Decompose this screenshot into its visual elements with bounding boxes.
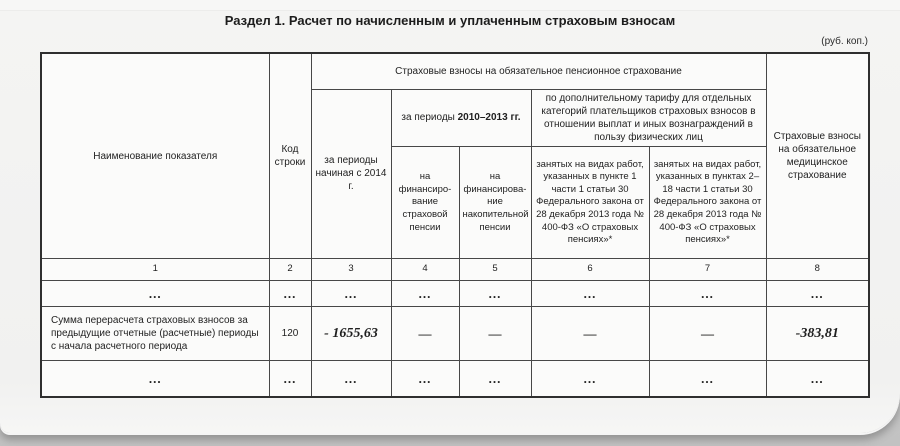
ellipsis-cell: ... bbox=[391, 281, 459, 307]
header-additional-tariff-group: по дополнительному тарифу для отдельных категорий плательщиков страховых взносов в отношении выплат и иных вознаграждений в пользу физических лиц bbox=[531, 89, 766, 147]
table-row-line-120 bbox=[41, 307, 869, 361]
col-number: 7 bbox=[649, 259, 766, 281]
header-funded-funding: на финансирование накопительной пенсии bbox=[459, 147, 531, 259]
value-since-2014: - 1655,63 bbox=[311, 307, 391, 361]
column-numbering-row bbox=[41, 259, 869, 281]
header-periods-2010-2013-years: 2010–2013 гг. bbox=[457, 112, 521, 124]
ellipsis-cell: ... bbox=[531, 281, 649, 307]
indicator-name-cell: Сумма перерасчета страховых взносов за предыдущие отчетные (расчетные) периоды с начала расчетного периода bbox=[41, 307, 269, 361]
col-number: 2 bbox=[269, 259, 311, 281]
col-number: 3 bbox=[311, 259, 391, 281]
col-number: 5 bbox=[459, 259, 531, 281]
ellipsis-cell: ... bbox=[311, 361, 391, 397]
header-line-code: Код строки bbox=[269, 53, 311, 259]
units-note: (руб. коп.) bbox=[821, 36, 868, 47]
header-insurance-funding: на финансирование страховой пенсии bbox=[391, 147, 459, 259]
value-works-point1: — bbox=[531, 307, 649, 361]
ellipsis-cell: ... bbox=[311, 281, 391, 307]
ellipsis-cell: ... bbox=[766, 361, 869, 397]
header-works-points2-18: занятых на видах работ, указанных в пунктах 2–18 части 1 статьи 30 Федерального закона от 28 декабря 2013 года № 400-ФЗ «О страховых пенсиях»* bbox=[649, 147, 766, 259]
section-title: Раздел 1. Расчет по начисленным и уплаченным страховым взносам bbox=[224, 13, 676, 28]
value-medical: -383,81 bbox=[766, 307, 869, 361]
ellipsis-cell: ... bbox=[41, 281, 269, 307]
header-periods-2010-2013 bbox=[391, 89, 531, 147]
header-since-2014: за периоды начиная с 2014 г. bbox=[311, 89, 391, 259]
ellipsis-row-top bbox=[41, 281, 869, 307]
col-number: 6 bbox=[531, 259, 649, 281]
header-indicator-name: Наименование показателя bbox=[41, 53, 269, 259]
col-number: 1 bbox=[41, 259, 269, 281]
insurance-contributions-table bbox=[40, 52, 870, 398]
ellipsis-cell: ... bbox=[391, 361, 459, 397]
ellipsis-cell: ... bbox=[459, 281, 531, 307]
header-medical: Страховые взносы на обязательное медицинское страхование bbox=[766, 53, 869, 259]
line-code-cell: 120 bbox=[269, 307, 311, 361]
ellipsis-cell: ... bbox=[269, 281, 311, 307]
header-pension-group: Страховые взносы на обязательное пенсионное страхование bbox=[311, 53, 766, 89]
ellipsis-cell: ... bbox=[531, 361, 649, 397]
ellipsis-cell: ... bbox=[41, 361, 269, 397]
value-funded-funding: — bbox=[459, 307, 531, 361]
ellipsis-cell: ... bbox=[459, 361, 531, 397]
value-insurance-funding: — bbox=[391, 307, 459, 361]
ellipsis-row-bottom bbox=[41, 361, 869, 397]
header-periods-2010-2013-prefix: за периоды bbox=[401, 112, 458, 124]
col-number: 4 bbox=[391, 259, 459, 281]
value-works-points2-18: — bbox=[649, 307, 766, 361]
ellipsis-cell: ... bbox=[269, 361, 311, 397]
ellipsis-cell: ... bbox=[649, 361, 766, 397]
ellipsis-cell: ... bbox=[649, 281, 766, 307]
col-number: 8 bbox=[766, 259, 869, 281]
header-works-point1: занятых на видах работ, указанных в пункте 1 части 1 статьи 30 Федерального закона от 28 декабря 2013 года № 400-ФЗ «О страховых пенсиях»* bbox=[531, 147, 649, 259]
ellipsis-cell: ... bbox=[766, 281, 869, 307]
